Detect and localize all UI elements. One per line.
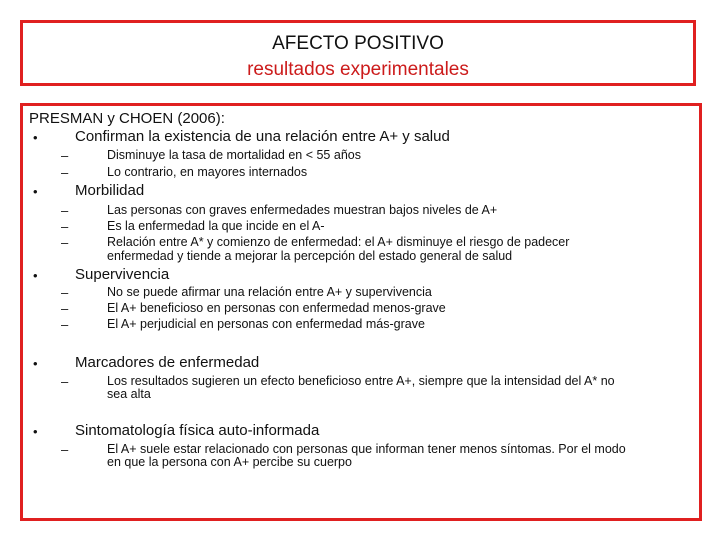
list-item: El A+ suele estar relacionado con personas que informan tener menos síntomas. Por el modo bbox=[107, 442, 626, 456]
list-item: Lo contrario, en mayores internados bbox=[107, 165, 308, 179]
list-item: Las personas con graves enfermedades muestran bajos niveles de A+ bbox=[107, 203, 498, 217]
bullet-marker: • bbox=[33, 130, 38, 145]
bullet-marker: • bbox=[33, 356, 38, 371]
dash-marker: – bbox=[61, 317, 69, 332]
bullet-marker: • bbox=[33, 268, 38, 283]
dash-marker: – bbox=[61, 285, 69, 300]
list-item-continuation: en que la persona con A+ percibe su cuerpo bbox=[107, 455, 352, 469]
list-item: Relación entre A* y comienzo de enfermedad: el A+ disminuye el riesgo de padecer bbox=[107, 235, 570, 249]
list-item-continuation: sea alta bbox=[107, 387, 151, 401]
bullet-marker: • bbox=[33, 424, 38, 439]
section-heading-supervivencia: Supervivencia bbox=[75, 266, 170, 283]
list-item: El A+ beneficioso en personas con enfermedad menos-grave bbox=[107, 301, 446, 315]
section-heading-relation: Confirman la existencia de una relación entre A+ y salud bbox=[75, 128, 450, 145]
slide-title: AFECTO POSITIVO bbox=[272, 33, 444, 54]
dash-marker: – bbox=[61, 219, 69, 234]
list-item: Es la enfermedad la que incide en el A- bbox=[107, 219, 325, 233]
list-item: No se puede afirmar una relación entre A+ y supervivencia bbox=[107, 285, 432, 299]
bullet-marker: • bbox=[33, 184, 38, 199]
slide-subtitle: resultados experimentales bbox=[247, 59, 469, 80]
dash-marker: – bbox=[61, 165, 69, 180]
dash-marker: – bbox=[61, 442, 69, 457]
list-item: Los resultados sugieren un efecto beneficioso entre A+, siempre que la intensidad del A* no bbox=[107, 374, 615, 388]
intro-heading: PRESMAN y CHOEN (2006): bbox=[29, 110, 225, 127]
dash-marker: – bbox=[61, 374, 69, 389]
section-heading-marcadores: Marcadores de enfermedad bbox=[75, 354, 260, 371]
content-box bbox=[20, 103, 702, 521]
title-box bbox=[20, 20, 696, 86]
list-item: El A+ perjudicial en personas con enfermedad más-grave bbox=[107, 317, 425, 331]
dash-marker: – bbox=[61, 235, 69, 250]
list-item-continuation: enfermedad y tiende a mejorar la percepción del estado general de salud bbox=[107, 249, 513, 263]
section-heading-sintomatologia: Sintomatología física auto-informada bbox=[75, 422, 320, 439]
list-item: Disminuye la tasa de mortalidad en < 55 años bbox=[107, 148, 361, 162]
dash-marker: – bbox=[61, 301, 69, 316]
dash-marker: – bbox=[61, 203, 69, 218]
section-heading-morbilidad: Morbilidad bbox=[75, 182, 145, 199]
dash-marker: – bbox=[61, 148, 69, 163]
